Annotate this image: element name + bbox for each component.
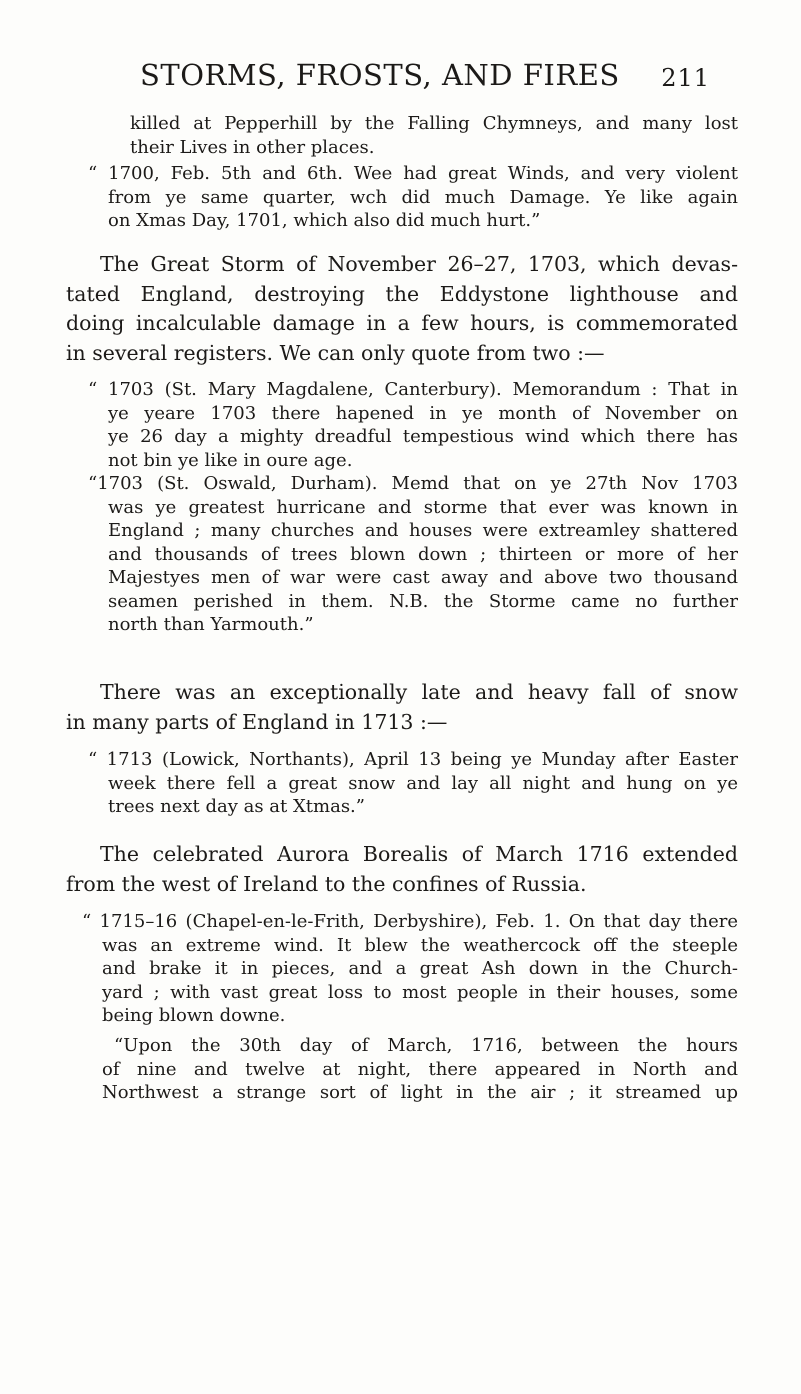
quote-upon-the-30th	[102, 1034, 738, 1105]
text-line: ye yeare 1703 there hapened in ye month of November on	[108, 402, 738, 424]
text-line: The Great Storm of November 26–27, 1703, which devas-	[100, 252, 738, 276]
text-line: “1703 (St. Oswald, Durham). Memd that on ye 27th Nov 1703	[88, 473, 738, 494]
quote-st-oswald	[88, 472, 738, 637]
text-line: “ 1700, Feb. 5th and 6th. Wee had great Winds, and very violent	[88, 163, 738, 184]
quote-st-mary-magdalene	[88, 378, 738, 472]
text-line: “Upon the 30th day of March, 1716, between the hours	[114, 1035, 738, 1056]
text-line: seamen perished in them. N.B. the Storme came no further	[108, 590, 738, 612]
quote-continuation	[98, 112, 738, 159]
page-number: 211	[661, 64, 710, 92]
text-line: their Lives in other places.	[130, 136, 375, 158]
text-line: not bin ye like in oure age.	[108, 449, 353, 471]
text-line: yard ; with vast great loss to most people in their houses, some	[102, 981, 738, 1003]
text-line: of nine and twelve at night, there appeared in North and	[102, 1058, 738, 1080]
text-line: doing incalculable damage in a few hours, is commemorated	[66, 311, 738, 335]
text-line: England ; many churches and houses were extreamley shattered	[108, 520, 738, 541]
text-line: ye 26 day a mighty dreadful tempestious wind which there has	[108, 426, 738, 447]
running-title: STORMS, FROSTS, AND FIRES	[140, 58, 620, 92]
running-header	[140, 58, 710, 98]
text-line: was ye greatest hurricane and storme that ever was known in	[108, 496, 738, 518]
text-line: Majestyes men of war were cast away and above two thousand	[108, 567, 738, 588]
text-line: “ 1703 (St. Mary Magdalene, Canterbury). Memorandum : That in	[88, 379, 738, 400]
text-line: was an extreme wind. It blew the weathercock off the steeple	[102, 934, 738, 956]
text-line: being blown downe.	[102, 1005, 286, 1026]
text-line: from the west of Ireland to the confines of Russia.	[66, 871, 587, 896]
text-line: on Xmas Day, 1701, which also did much hurt.”	[108, 210, 541, 231]
text-line: killed at Pepperhill by the Falling Chymneys, and many lost	[130, 113, 738, 134]
text-line: from ye same quarter, wch did much Damage. Ye like again	[108, 186, 738, 208]
text-line: and thousands of trees blown down ; thirteen or more of her	[108, 543, 738, 565]
quote-lowick	[88, 748, 738, 819]
body-paragraph-great-storm	[66, 250, 738, 368]
text-line: The celebrated Aurora Borealis of March 1716 extended	[100, 842, 738, 866]
quote-1700	[88, 162, 738, 233]
text-line: tated England, destroying the Eddystone lighthouse and	[66, 281, 738, 306]
text-line: trees next day as at Xtmas.”	[108, 796, 365, 817]
body-paragraph-aurora	[66, 840, 738, 899]
text-line: north than Yarmouth.”	[108, 614, 314, 635]
text-line: in several registers. We can only quote from two :—	[66, 340, 605, 365]
text-line: week there fell a great snow and lay all night and hung on ye	[108, 772, 738, 794]
text-line: There was an exceptionally late and heavy fall of snow	[100, 680, 738, 704]
body-paragraph-snow	[66, 678, 738, 737]
text-line: “ 1715–16 (Chapel-en-le-Frith, Derbyshire), Feb. 1. On that day there	[82, 911, 738, 932]
text-line: “ 1713 (Lowick, Northants), April 13 being ye Munday after Easter	[88, 749, 738, 770]
quote-chapel-en-le-frith	[82, 910, 738, 1028]
text-line: Northwest a strange sort of light in the air ; it streamed up	[102, 1082, 738, 1103]
text-line: in many parts of England in 1713 :—	[66, 709, 448, 734]
text-line: and brake it in pieces, and a great Ash down in the Church-	[102, 958, 738, 979]
